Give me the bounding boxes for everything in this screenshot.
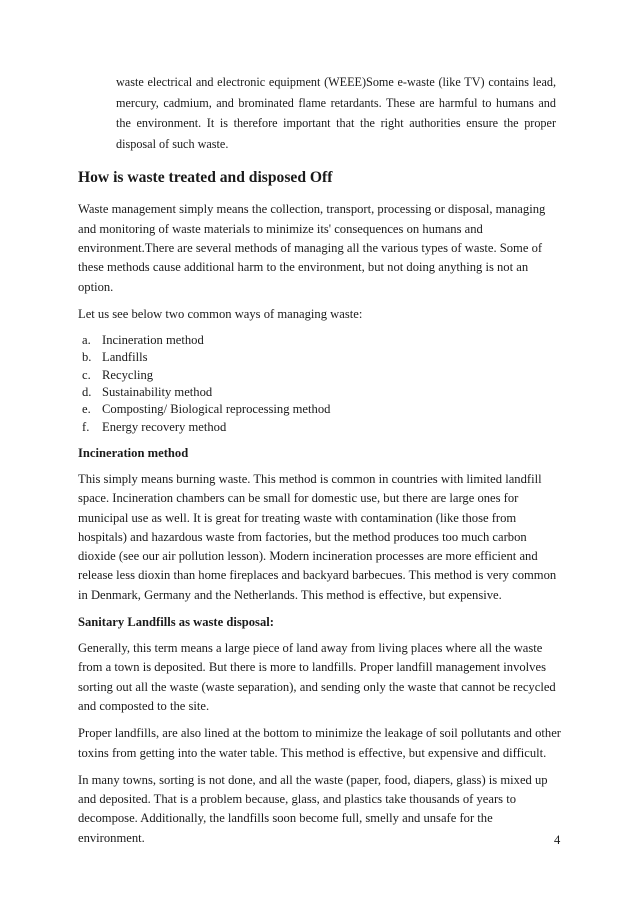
list-item — [78, 349, 562, 366]
methods-list — [78, 332, 562, 436]
list-marker: e. — [82, 402, 91, 417]
section-heading: How is waste treated and disposed Off — [78, 169, 333, 187]
list-marker: d. — [82, 385, 92, 400]
intro-paragraph: waste electrical and electronic equipment (WEEE)Some e-waste (like TV) contains lead, mercury, cadmium, and brominated flame retardants. These are harmful to humans and the environment. It is therefore important that the right authorities ensure the proper disposal of such waste. — [116, 75, 556, 151]
list-item — [78, 332, 562, 349]
list-item — [78, 419, 562, 436]
list-marker: f. — [82, 419, 90, 434]
landfills-paragraph: Generally, this term means a large piece of land away from living places where all the waste from a town is deposited. But there is more to landfills. Proper landfill management involves sorting out all the waste (waste separation), and sending only the waste that cannot be recycled and composted to the site. — [78, 641, 556, 713]
list-marker: b. — [82, 350, 92, 365]
incineration-paragraph: This simply means burning waste. This method is common in countries with limited landfill space. Incineration chambers can be small for domestic use, but there are large ones for municipal use as well. It is great for treating waste with contamination (like those from hospitals) and hazardous waste from factories, but the method produces too much carbon dioxide (see our air pollution lesson). Modern incineration processes are more efficient and release less dioxin than home fireplaces and backyard barbecues. This method is very common in Denmark, Germany and the Netherlands. This method is effective, but expensive. — [78, 471, 557, 602]
landfills-paragraph: Proper landfills, are also lined at the bottom to minimize the leakage of soil pollutants and other toxins from getting into the water table. This method is effective, but expensive and difficult. — [78, 726, 561, 760]
list-item-label: Sustainability method — [102, 385, 213, 400]
list-item — [78, 384, 562, 401]
list-item-label: Composting/ Biological reprocessing method — [102, 402, 331, 417]
paragraph-lead-in: Let us see below two common ways of managing waste: — [78, 306, 363, 321]
list-item-label: Recycling — [102, 367, 154, 382]
landfills-paragraph: In many towns, sorting is not done, and all the waste (paper, food, diapers, glass) is mixed up and deposited. That is a problem because, glass, and plastics take thousands of years to decompose. Additionally, the landfills soon become full, smelly and unsafe for the environment. — [78, 772, 548, 845]
list-item-label: Incineration method — [102, 333, 204, 348]
landfills-heading: Sanitary Landfills as waste disposal: — [78, 615, 274, 630]
document-page — [78, 72, 562, 856]
incineration-heading: Incineration method — [78, 445, 189, 460]
page-number: 4 — [554, 833, 561, 847]
list-item-label: Landfills — [102, 350, 148, 365]
paragraph-waste-management: Waste management simply means the collection, transport, processing or disposal, managing and monitoring of waste materials to minimize its' consequences on humans and environment.There are several methods of managing all the various types of waste. Some of these methods cause additional harm to the environment, but not doing anything is not an option. — [78, 202, 546, 294]
list-item — [78, 401, 562, 418]
list-item — [78, 367, 562, 384]
list-marker: c. — [82, 367, 91, 382]
list-marker: a. — [82, 333, 91, 348]
list-item-label: Energy recovery method — [102, 419, 227, 434]
